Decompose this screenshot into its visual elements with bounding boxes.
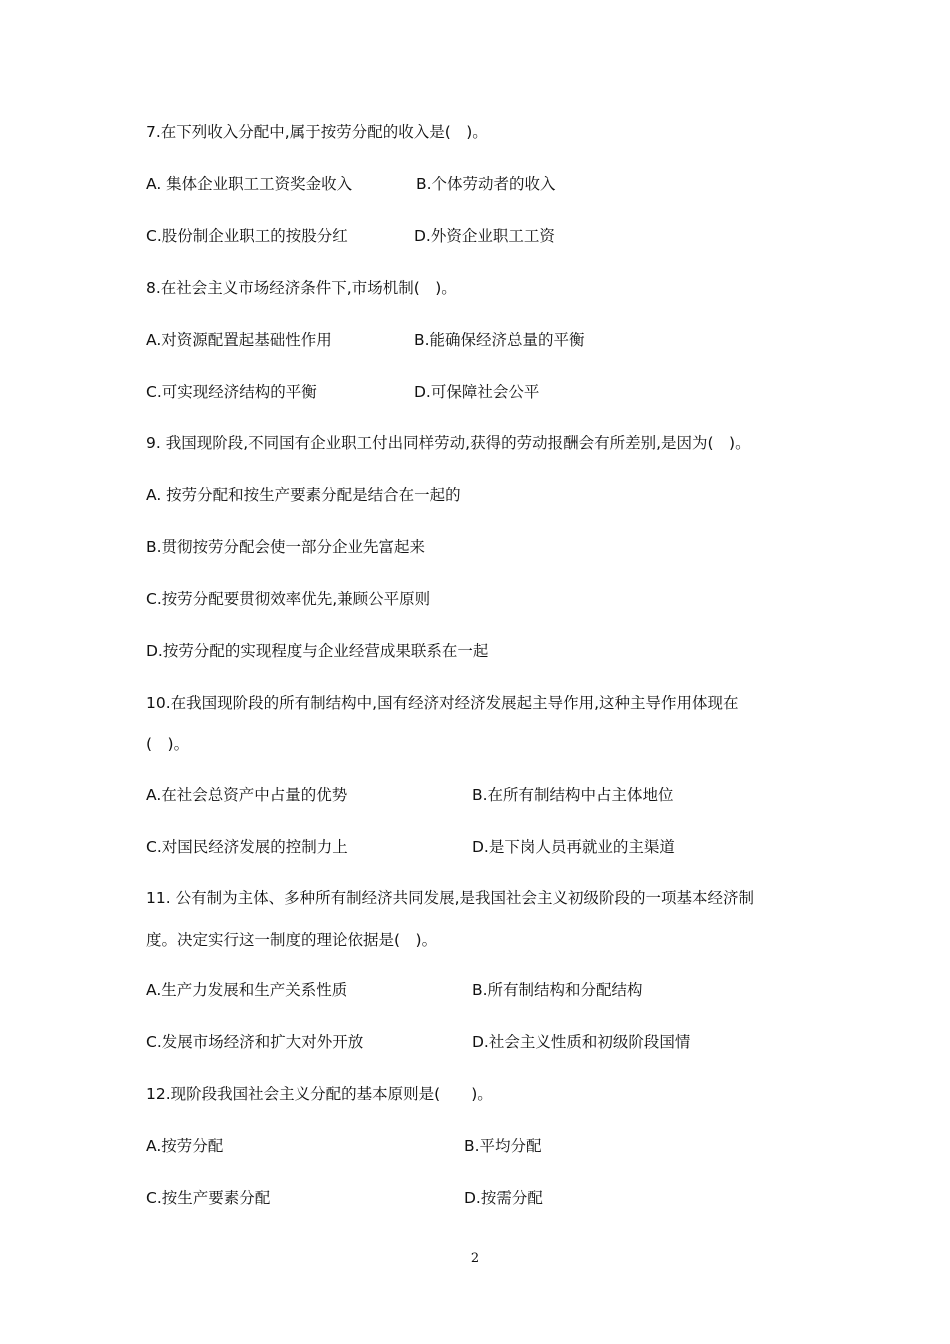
question-11-option-d: D.社会主义性质和初级阶段国情 xyxy=(472,1033,691,1051)
question-7-option-c: C.股份制企业职工的按股分红 xyxy=(146,227,348,245)
question-12-option-d: D.按需分配 xyxy=(464,1189,543,1207)
question-11-option-b: B.所有制结构和分配结构 xyxy=(472,981,643,999)
question-9-option-c: C.按劳分配要贯彻效率优先,兼顾公平原则 xyxy=(146,590,431,608)
page-number: 2 xyxy=(470,1251,480,1266)
question-12-stem: 12.现阶段我国社会主义分配的基本原则是( )。 xyxy=(146,1085,493,1103)
question-12-option-c: C.按生产要素分配 xyxy=(146,1189,271,1207)
question-9-option-d: D.按劳分配的实现程度与企业经营成果联系在一起 xyxy=(146,642,489,660)
question-12-option-a: A.按劳分配 xyxy=(146,1137,224,1155)
question-10-option-c: C.对国民经济发展的控制力上 xyxy=(146,838,348,856)
question-7-stem: 7.在下列收入分配中,属于按劳分配的收入是( )。 xyxy=(146,123,488,141)
question-8-option-b: B.能确保经济总量的平衡 xyxy=(414,331,585,349)
question-7-option-a: A. 集体企业职工工资奖金收入 xyxy=(146,175,353,193)
question-7-option-b: B.个体劳动者的收入 xyxy=(416,175,556,193)
question-10-stem-line-2: ( )。 xyxy=(146,735,190,753)
question-8-stem: 8.在社会主义市场经济条件下,市场机制( )。 xyxy=(146,279,457,297)
question-9-option-b: B.贯彻按劳分配会使一部分企业先富起来 xyxy=(146,538,426,556)
question-7-option-d: D.外资企业职工工资 xyxy=(414,227,555,245)
question-12-option-b: B.平均分配 xyxy=(464,1137,542,1155)
question-9-option-a: A. 按劳分配和按生产要素分配是结合在一起的 xyxy=(146,486,461,504)
question-8-option-d: D.可保障社会公平 xyxy=(414,383,540,401)
question-9-stem: 9. 我国现阶段,不同国有企业职工付出同样劳动,获得的劳动报酬会有所差别,是因为( )。 xyxy=(146,434,751,452)
question-11-option-a: A.生产力发展和生产关系性质 xyxy=(146,981,348,999)
question-10-option-d: D.是下岗人员再就业的主渠道 xyxy=(472,838,675,856)
question-11-option-c: C.发展市场经济和扩大对外开放 xyxy=(146,1033,364,1051)
question-11-stem-line-2: 度。决定实行这一制度的理论依据是( )。 xyxy=(146,931,438,949)
question-11-stem-line-1: 11. 公有制为主体、多种所有制经济共同发展,是我国社会主义初级阶段的一项基本经济制 xyxy=(146,889,755,907)
question-8-option-c: C.可实现经济结构的平衡 xyxy=(146,383,317,401)
question-10-option-a: A.在社会总资产中占量的优势 xyxy=(146,786,348,804)
question-10-option-b: B.在所有制结构中占主体地位 xyxy=(472,786,674,804)
question-10-stem-line-1: 10.在我国现阶段的所有制结构中,国有经济对经济发展起主导作用,这种主导作用体现在 xyxy=(146,694,739,712)
question-8-option-a: A.对资源配置起基础性作用 xyxy=(146,331,332,349)
